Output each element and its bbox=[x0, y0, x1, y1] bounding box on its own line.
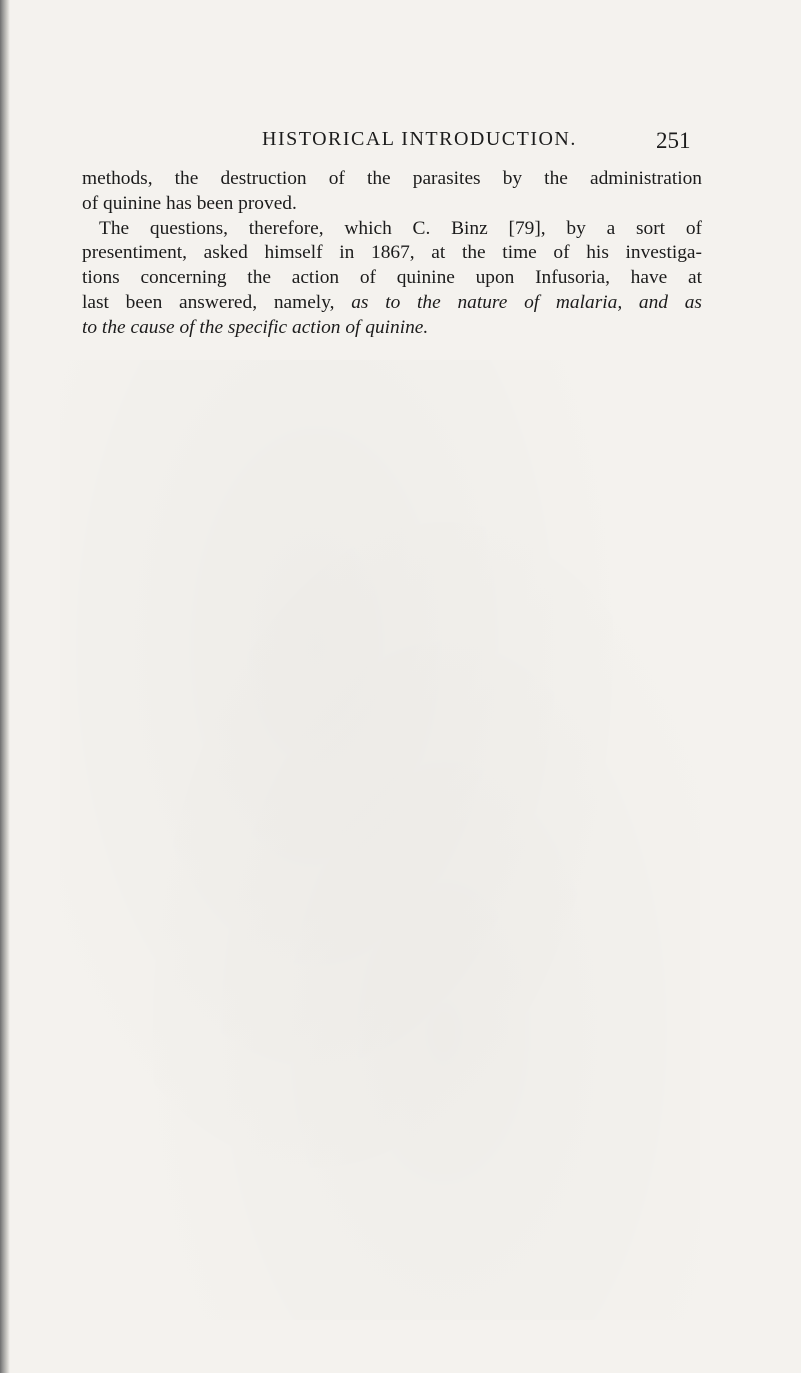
page-edge-shadow bbox=[0, 0, 10, 1373]
page-header bbox=[0, 128, 801, 158]
text-line: methods, the destruction of the parasites by the administration bbox=[82, 168, 702, 189]
text-line bbox=[82, 291, 702, 316]
italic-run: as to the nature of malaria, and as bbox=[351, 291, 702, 313]
page-number: 251 bbox=[656, 128, 691, 153]
text-line bbox=[82, 316, 702, 341]
running-head: HISTORICAL INTRODUCTION. bbox=[262, 128, 577, 150]
text-run: last been answered, namely, bbox=[82, 291, 352, 313]
text-line: presentiment, asked himself in 1867, at the time of his investiga- bbox=[82, 242, 702, 264]
body-text bbox=[82, 167, 702, 341]
text-line: tions concerning the action of quinine upon Infusoria, have at bbox=[82, 267, 702, 289]
text-line: of quinine has been proved. bbox=[82, 192, 297, 214]
italic-run: to the cause of the specific action of quinine. bbox=[82, 316, 429, 338]
show-through-bleed bbox=[60, 360, 700, 1320]
text-line: The questions, therefore, which C. Binz [79], by a sort of bbox=[99, 217, 702, 239]
